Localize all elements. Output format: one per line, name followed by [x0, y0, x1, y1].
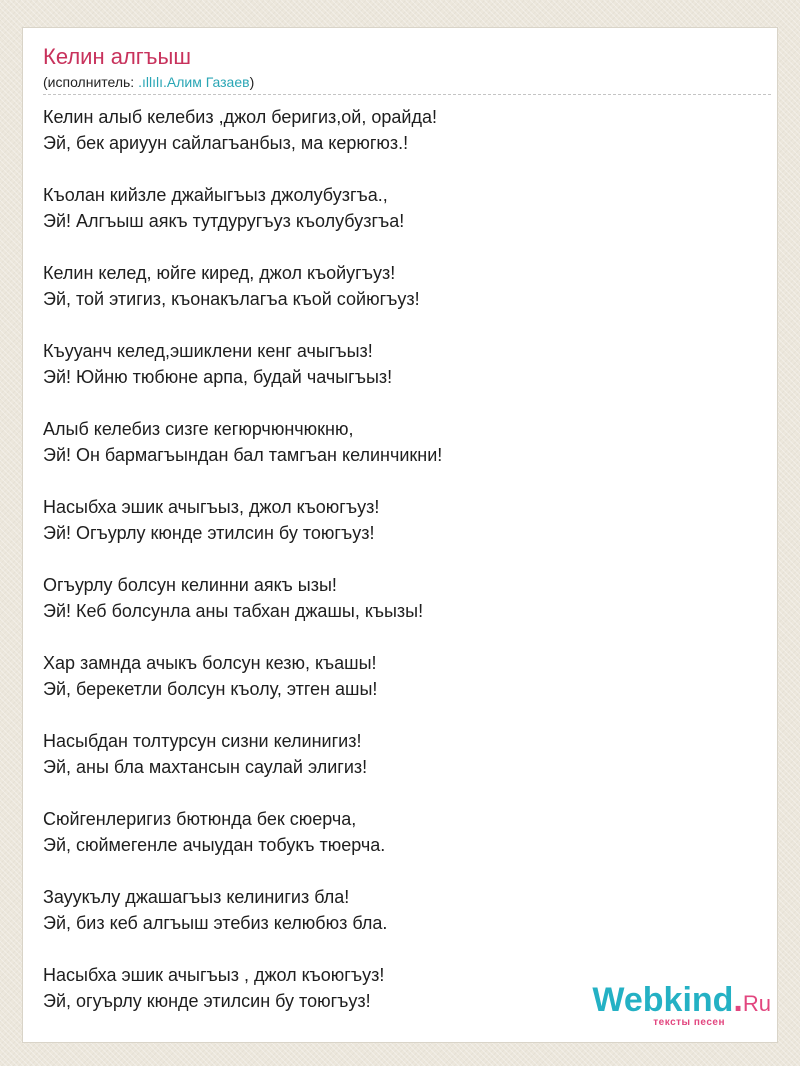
artist-prefix: (исполнитель: [43, 74, 139, 90]
title-divider [43, 94, 771, 95]
lyrics-stanza [43, 884, 442, 936]
song-title: Келин алгъыш [43, 44, 192, 69]
lyrics-line: Эй! Алгъыш аякъ тутдуругъуз къолубузгъа! [43, 211, 405, 231]
lyrics-line: Алыб келебиз сизге кегюрчюнчюкню, [43, 419, 354, 439]
lyrics-line: Эй! Юйню тюбюне арпа, будай чачыгъыз! [43, 367, 393, 387]
lyrics-stanza [43, 494, 442, 546]
artist-suffix: ) [249, 74, 255, 90]
lyrics-stanza [43, 182, 442, 234]
logo-wordmark [592, 982, 771, 1022]
lyrics-stanza [43, 260, 442, 312]
lyrics-line: Огъурлу болсун келинни аякъ ызы! [43, 575, 337, 595]
logo-tld: Ru [742, 991, 771, 1016]
lyrics-line: Хар замнда ачыкъ болсун кезю, къашы! [43, 653, 377, 673]
lyrics-line: Насыбха эшик ачыгъыз, джол къоюгъуз! [43, 497, 380, 517]
lyrics-line: Келин алыб келебиз ,джол беригиз,ой, орайда! [43, 107, 437, 127]
lyrics-line: Насыбдан толтурсун сизни келинигиз! [43, 731, 362, 751]
lyrics-line: Эй, биз кеб алгъыш этебиз келюбюз бла. [43, 913, 388, 933]
lyrics-line: Эй! Огъурлу кюнде этилсин бу тоюгъуз! [43, 523, 375, 543]
artist-line [43, 73, 254, 91]
lyrics-line: Келин келед, юйге киред, джол къойугъуз! [43, 263, 396, 283]
lyrics-stanza [43, 572, 442, 624]
lyrics-stanza [43, 962, 442, 1014]
lyrics-body [43, 104, 442, 1014]
lyrics-line: Насыбха эшик ачыгъыз , джол къоюгъуз! [43, 965, 385, 985]
logo-tagline: тексты песен [653, 1017, 725, 1028]
lyrics-line: Зауукълу джашагъыз келинигиз бла! [43, 887, 350, 907]
logo-dot: . [733, 981, 743, 1019]
lyrics-line: Эй, берекетли болсун къолу, этген ашы! [43, 679, 378, 699]
lyrics-line: Къууанч келед,эшиклени кенг ачыгъыз! [43, 341, 373, 361]
lyrics-line: Эй, сюймегенле ачыудан тобукъ тюерча. [43, 835, 386, 855]
lyrics-stanza [43, 338, 442, 390]
lyrics-stanza [43, 416, 442, 468]
lyrics-line: Къолан кийзле джайыгъыз джолубузгъа., [43, 185, 388, 205]
lyrics-stanza [43, 650, 442, 702]
lyrics-stanza [43, 728, 442, 780]
logo-name: Webkind [592, 981, 734, 1019]
lyrics-stanza [43, 104, 442, 156]
site-logo[interactable] [571, 982, 771, 1034]
lyrics-line: Эй, огуърлу кюнде этилсин бу тоюгъуз! [43, 991, 371, 1011]
lyrics-line: Эй, аны бла махтансын саулай элигиз! [43, 757, 368, 777]
lyrics-stanza [43, 806, 442, 858]
lyrics-line: Эй, бек ариуун сайлагъанбыз, ма керюгюз.! [43, 133, 409, 153]
lyrics-card [22, 27, 778, 1043]
lyrics-line: Эй! Кеб болсунла аны табхан джашы, къызы! [43, 601, 424, 621]
lyrics-line: Эй, той этигиз, къонакълагъа къой сойюгъуз! [43, 289, 420, 309]
lyrics-line: Сюйгенлеригиз бютюнда бек сюерча, [43, 809, 357, 829]
artist-link[interactable]: .ıllılı.Алим Газаев [138, 74, 250, 90]
lyrics-line: Эй! Он бармагъындан бал тамгъан келинчикни! [43, 445, 443, 465]
